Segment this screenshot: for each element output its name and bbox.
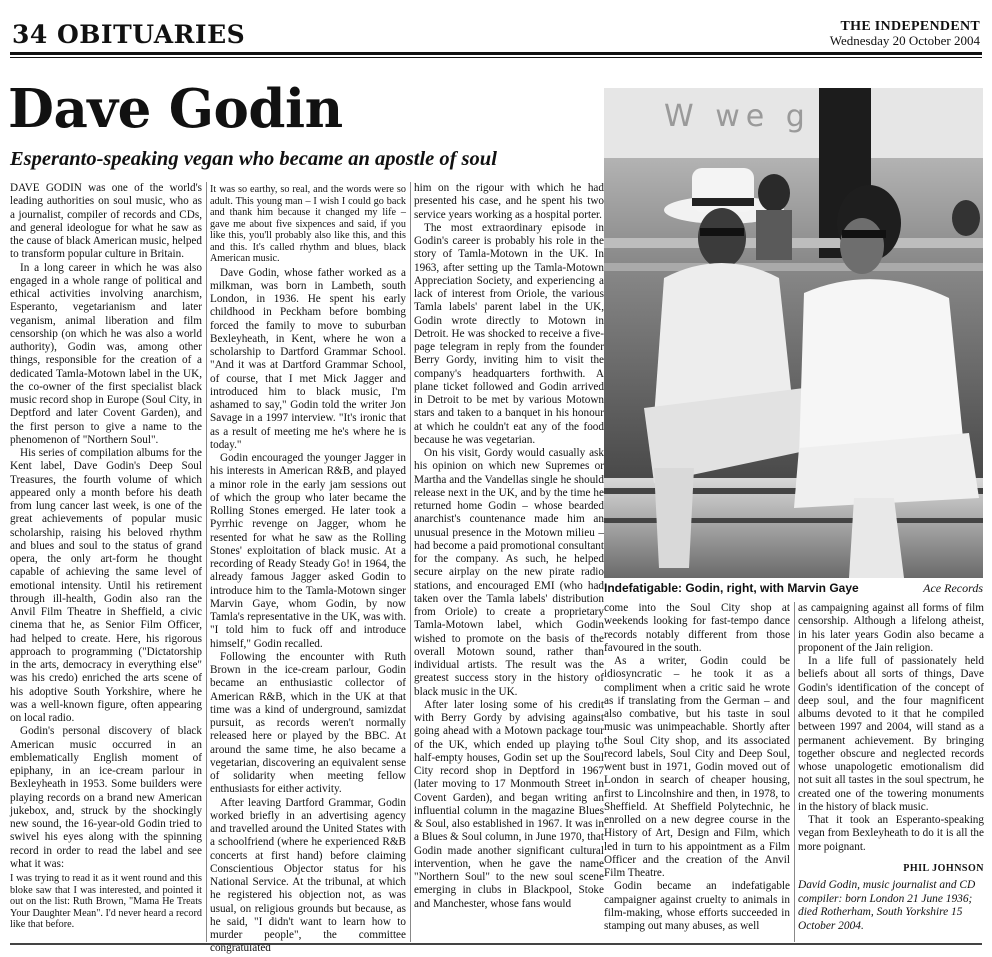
paragraph: him on the rigour with which he had presented his case, and he spent his two service years working as a hospital porter. <box>414 182 604 221</box>
bio-note: David Godin, music journalist and CD compiler: born London 21 June 1936; died Rotherham, South Yorkshire 15 October 2004. <box>798 879 976 932</box>
column-rule <box>206 182 207 942</box>
masthead-rule <box>10 52 982 55</box>
bottom-rule <box>10 943 982 945</box>
block-quote: I was trying to read it as it went round and this bloke saw that I was interested, and pointed it out on the list: Ruth Brown, "Mama He Treats Your Daughter Mean". I'd never heard a record like that before. <box>10 873 202 930</box>
paragraph: The most extraordinary episode in Godin's career is probably his role in the story of Tamla-Motown in the UK. In 1963, after setting up the Tamla-Motown Appreciation Society, and experiencing a lack of interest from Oriole, the various Tamla labels' parent label in the UK, Godin wrote directly to Motown in Detroit. He was shocked to receive a five-page telegram in reply from the founder Berry Gordy, inviting him to visit the company's headquarters forthwith. A plane ticket followed and Godin arrived in Detroit to be met by various Motown stars and taken to a banquet in his honour at which he couldn't eat any of the food because he was vegetarian. <box>414 221 604 446</box>
paragraph: DAVE GODIN was one of the world's leading authorities on soul music, who as a journalist, compiler of records and CDs, and general ideologue for what he saw as the cause of black American music, helped to transform popular culture in Britain. <box>10 182 202 261</box>
paper-info <box>830 20 980 48</box>
paragraph: Dave Godin, whose father worked as a milkman, was born in Lambeth, south London, in 1936. He spent his early childhood in Peckham before bombing forced the family to move to suburban Bexleyheath, in Kent, where he won a scholarship to Dartford Grammar School. "And it was at Dartford Grammar School, of course, that I met Mick Jagger and introduced him to black music, I'm ashamed to say," Godin told the writer Jon Savage in a 1997 interview. "It's ironic that as a result of meeting me he's where he is today." <box>210 266 406 451</box>
photo-caption <box>604 581 983 596</box>
paragraph: In a long career in which he was also engaged in a whole range of political and ethical activities involving anarchism, Esperanto, vegetarianism and later veganism, animal liberation and film censorship (on which he was also a world authority), Godin was, among other things, responsible for the creation of a dedicated Tamla-Motown label in the UK, the co-owner of the first specialist black music record shop in Europe (Soul City, in Deptford and later Covent Garden), and the first person to give a name to the phenomenon of "Northern Soul". <box>10 261 202 446</box>
paragraph: Following the encounter with Ruth Brown in the ice-cream parlour, Godin became an enthusiastic collector of American R&B, which in the UK at that time was a kind of underground, samizdat pursuit, as records weren't normally released here or played by the BBC. At around the same time, he also became a vegetarian, discovering an equivalent sense of solidarity when meeting fellow enthusiasts for either activity. <box>210 650 406 796</box>
paragraph: After later losing some of his credit with Berry Gordy by advising against going ahead with a Motown package tour of the UK, which ended up playing to half-empty houses, Godin set up the Soul City record shop in Deptford in 1967 (later moving to 17 Monmouth Street in Covent Garden), and began writing an influential column in the magazine Blues & Soul, also established in 1967. It was in a Blues & Soul column, in June 1970, that Godin made another significant cultural intervention, when he gave the name "Northern Soul" to the new soul scene emerging in clubs in Blackpool, Stoke and Manchester, whose fans would <box>414 698 604 910</box>
caption-text: Indefatigable: Godin, right, with Marvin Gaye <box>604 581 859 595</box>
paragraph: as campaigning against all forms of film censorship. Although a lifelong atheist, in his later years Godin also became a proponent of the Jain religion. <box>798 602 984 654</box>
sign-text: W we g <box>664 99 811 134</box>
photo-credit: Ace Records <box>923 581 983 595</box>
column-1 <box>10 182 202 942</box>
column-2 <box>210 182 406 955</box>
issue-date: Wednesday 20 October 2004 <box>829 33 980 48</box>
paragraph: Godin became an indefatigable campaigner against cruelty to animals in film-making, whose efforts succeeded in stamping out many abuses, as well <box>604 880 790 932</box>
paragraph: Godin encouraged the younger Jagger in his interests in American R&B, and played a minor role in the early jam sessions out of which the group who later became the Rolling Stones emerged. He later took a Pyrrhic revenge on Jagger, whom he resented for what he saw as the Rolling Stones' exploitation of black music. At a recording of Ready Steady Go! in 1964, the already famous Jagger asked Godin to introduce him to the Tamla-Motown singer Marvin Gaye, whom Godin, by now Tamla's representative in the UK, was with. "I told him to fuck off and introduce himself," Godin recalled. <box>210 452 406 650</box>
photo <box>604 88 983 578</box>
paper-name: THE INDEPENDENT <box>840 19 980 34</box>
masthead <box>10 18 982 54</box>
paragraph: come into the Soul City shop at weekends looking for fast-tempo dance records notably different from those favoured in the south. <box>604 602 790 654</box>
block-quote: It was so earthy, so real, and the words were so adult. This young man – I wish I could go back and thank him because it changed my life – gave me about five sixpences and said, if you like this, you'll probably also like this, and this and this. It's called rhythm and blues, black American music. <box>210 184 406 264</box>
headline: Dave Godin <box>8 78 343 140</box>
paragraph: On his visit, Gordy would casually ask his opinion on which new Supremes or Martha and the Vandellas single he should release next in the UK, and by the time he returned home Godin – whose bearded anarchist's countenance made him an unusual presence in the Motown milieu – had become a paid promotional consultant for the company. As such, he helped secure airplay on the new pirate radio stations, and encouraged EMI (who had taken over the Tamla labels' distribution from Oriole) to create a proprietary Tamla-Motown label, which Godin wished to promote on the basis of the overall Motown sound, rather than individual artists. The result was the greatest success story in the history of black music in the UK. <box>414 447 604 698</box>
page-label: 34 OBITUARIES <box>12 20 246 49</box>
paragraph: His series of compilation albums for the Kent label, Dave Godin's Deep Soul Treasures, the fourth volume of which appeared only a month before his death from lung cancer last week, is one of the great achievements of popular music scholarship, raising his beloved rhythm and blues and soul to the status of grand opera, the only art-form he thought capable of achieving the same level of emotional intensity. Until his retirement through ill-health, Godin also ran the Anvil Film Theatre in Sheffield, a civic cinema that he, as Senior Film Officer, had helped to create. Here, his rigorous approach to programming ("Dictatorship in the arts, democracy in everything else" was his credo) enriched the arts scene of his adoptive South Yorkshire, where he was a well-known figure, often appearing on local radio. <box>10 447 202 724</box>
paragraph: That it took an Esperanto-speaking vegan from Bexleyheath to do it is all the more poignant. <box>798 814 984 853</box>
standfirst: Esperanto-speaking vegan who became an apostle of soul <box>10 148 497 170</box>
column-rule <box>794 602 795 942</box>
masthead-rule-thin <box>10 57 982 58</box>
byline: PHIL JOHNSON <box>903 862 984 874</box>
paragraph: As a writer, Godin could be idiosyncratic – he took it as a compliment when a critic said he wrote as if translating from the German – and also combative, but his taste in soul music was unimpeachable. Shortly after the Soul City shop, and its associated record labels, Soul City and Deep Soul, went bust in 1971, Godin moved out of London in search of cheaper housing, first to Lincolnshire and then, in 1978, to Sheffield. At Sheffield Polytechnic, he enrolled on a new degree course in the History of Art, Design and Film, which led in turn to his appointment as a Film Officer and the creation of the Anvil Film Theatre. <box>604 655 790 879</box>
column-5 <box>798 602 984 942</box>
column-rule <box>410 182 411 942</box>
photo-illustration <box>604 88 983 578</box>
paragraph: Godin's personal discovery of black American music occurred in an emblematically English moment of epiphany, in an ice-cream parlour in Bexleyheath in 1953. Some builders were playing records on a brand new American jukebox, and, struck by the shockingly new sound, the 16-year-old Godin tried to swivel his eyes along with the spinning record in order to read the label and see what it was: <box>10 725 202 870</box>
column-3 <box>414 182 604 942</box>
column-4 <box>604 602 790 942</box>
paragraph: In a life full of passionately held beliefs about all sorts of things, Dave Godin's identification of the concept of deep soul, and the four magnificent albums devoted to it that he compiled between 1997 and 2004, will stand as a permanent achievement. By bringing together obscure and neglected records whose unapologetic emotionalism did not suit all tastes in the soul spectrum, he created one of the towering monuments in the history of black music. <box>798 655 984 813</box>
paragraph: After leaving Dartford Grammar, Godin worked briefly in an advertising agency and travelled around the United States with a schoolfriend (where he experienced R&B concerts at first hand) before claiming Conscientious Objector status for his National Service. At the tribunal, at which he registered his objection not, as was usual, on religious grounds but because, as he said, "I didn't want to learn how to murder people", the committee congratulated <box>210 796 406 955</box>
